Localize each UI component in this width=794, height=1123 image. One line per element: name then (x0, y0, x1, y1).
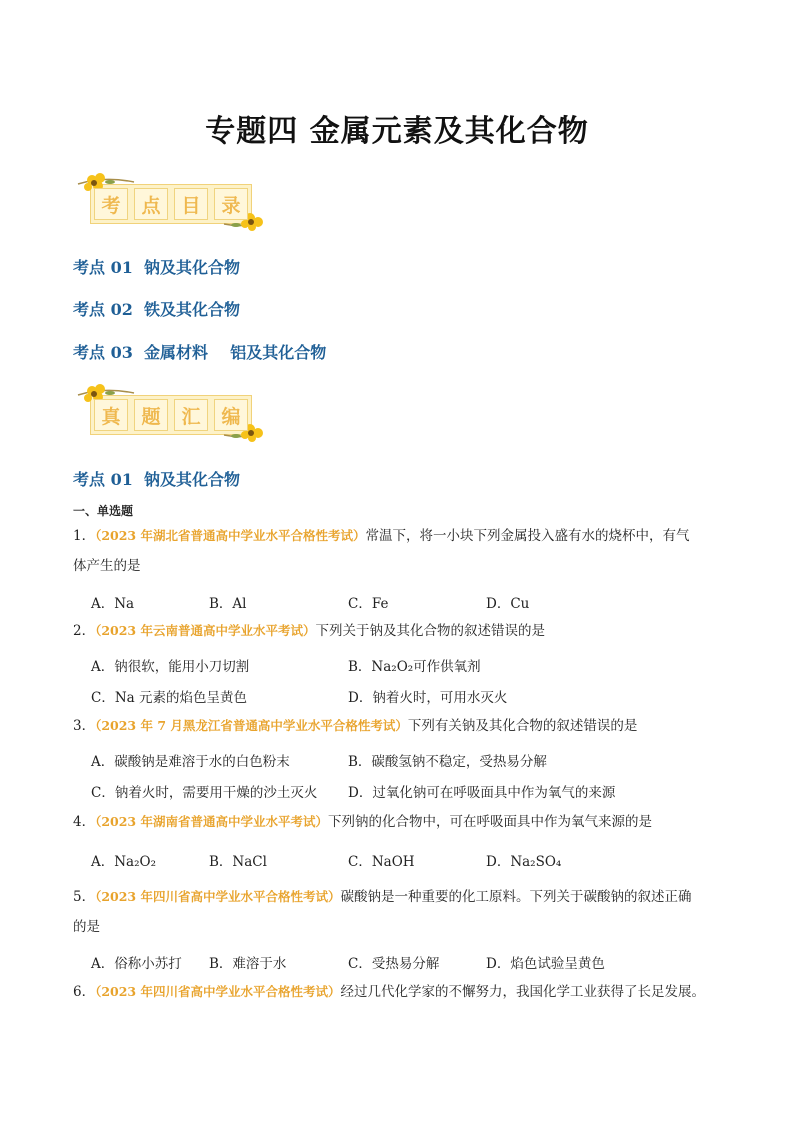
banner-char: 点 (134, 188, 168, 220)
question-source: （2023 年湖南省普通高中学业水平考试） (95, 814, 328, 829)
question-number: 1． (73, 528, 96, 544)
option-d[interactable]: D．Cu (486, 596, 530, 612)
toc-item[interactable] (73, 255, 240, 278)
toc-item-text: 钠及其化合物 (143, 258, 240, 277)
option-b[interactable]: B．NaCl (209, 854, 267, 870)
banner-char: 编 (214, 399, 248, 431)
question-source: （2023 年四川省高中学业水平合格性考试） (95, 889, 341, 904)
question-source: （2023 年云南普通高中学业水平考试） (95, 623, 316, 638)
toc-item-num: 考点 01 (73, 258, 133, 277)
toc-banner (74, 172, 264, 234)
question-text: 经过几代化学家的不懈努力，我国化学工业获得了长足发展。 (340, 984, 705, 1000)
option-d[interactable]: D．过氧化钠可在呼吸面具中作为氧气的来源 (348, 785, 616, 801)
question-text: 碳酸钠是一种重要的化工原料。下列关于碳酸钠的叙述正确 (340, 889, 692, 905)
toc-item-text: 铁及其化合物 (143, 300, 240, 319)
banner-char: 汇 (174, 399, 208, 431)
question-text: 体产生的是 (73, 558, 141, 574)
question-source: （2023 年湖北省普通高中学业水平合格性考试） (95, 528, 366, 543)
option-b[interactable]: B．碳酸氢钠不稳定，受热易分解 (348, 754, 547, 770)
subheading: 一、单选题 (73, 504, 134, 518)
toc-item[interactable] (73, 340, 326, 363)
banner-char: 题 (134, 399, 168, 431)
question-number: 6． (73, 984, 96, 1000)
option-c[interactable]: C．NaOH (348, 854, 415, 870)
page-title: 专题四 金属元素及其化合物 (205, 114, 589, 149)
question-text: 下列钠的化合物中，可在呼吸面具中作为氧气来源的是 (328, 814, 652, 830)
toc-item-num: 考点 02 (73, 300, 133, 319)
option-b[interactable]: B．Al (209, 596, 247, 612)
question-3 (73, 711, 733, 741)
question-number: 5． (73, 889, 96, 905)
question-5 (73, 882, 733, 942)
section-heading-num: 考点 01 (73, 470, 133, 489)
option-d[interactable]: D．焰色试验呈黄色 (486, 956, 605, 972)
banner-char: 目 (174, 188, 208, 220)
option-b[interactable]: B．Na₂O₂可作供氧剂 (348, 659, 481, 675)
option-a[interactable]: A．俗称小苏打 (91, 956, 182, 972)
question-2 (73, 616, 733, 646)
option-b[interactable]: B．难溶于水 (209, 956, 287, 972)
option-d[interactable]: D．钠着火时，可用水灭火 (348, 690, 508, 706)
question-text: 的是 (73, 919, 100, 935)
question-1 (73, 521, 733, 581)
banner-char: 考 (94, 188, 128, 220)
past-papers-banner (74, 383, 264, 445)
question-number: 2． (73, 623, 96, 639)
section-heading (73, 467, 240, 490)
option-a[interactable]: A．钠很软，能用小刀切割 (91, 659, 250, 675)
banner-char: 录 (214, 188, 248, 220)
option-c[interactable]: C．Na 元素的焰色呈黄色 (91, 690, 247, 706)
banner-char: 真 (94, 399, 128, 431)
option-a[interactable]: A．碳酸钠是难溶于水的白色粉末 (91, 754, 290, 770)
question-number: 3． (73, 718, 96, 734)
option-d[interactable]: D．Na₂SO₄ (486, 854, 562, 870)
option-a[interactable]: A．Na (91, 596, 135, 612)
question-6 (73, 977, 733, 1007)
option-c[interactable]: C．钠着火时，需要用干燥的沙土灭火 (91, 785, 318, 801)
question-source: （2023 年 7 月黑龙江省普通高中学业水平合格性考试） (95, 718, 408, 733)
toc-item-text: 金属材料 铝及其化合物 (143, 343, 327, 362)
toc-item[interactable] (73, 297, 240, 320)
question-number: 4． (73, 814, 96, 830)
question-4 (73, 807, 733, 837)
question-text: 下列关于钠及其化合物的叙述错误的是 (315, 623, 545, 639)
option-a[interactable]: A．Na₂O₂ (91, 854, 157, 870)
option-c[interactable]: C．Fe (348, 596, 389, 612)
toc-item-num: 考点 03 (73, 343, 133, 362)
section-heading-text: 钠及其化合物 (143, 470, 240, 489)
option-c[interactable]: C．受热易分解 (348, 956, 440, 972)
question-text: 下列有关钠及其化合物的叙述错误的是 (407, 718, 638, 734)
question-text: 常温下，将一小块下列金属投入盛有水的烧杯中，有气 (365, 528, 690, 544)
question-source: （2023 年四川省高中学业水平合格性考试） (95, 984, 341, 999)
